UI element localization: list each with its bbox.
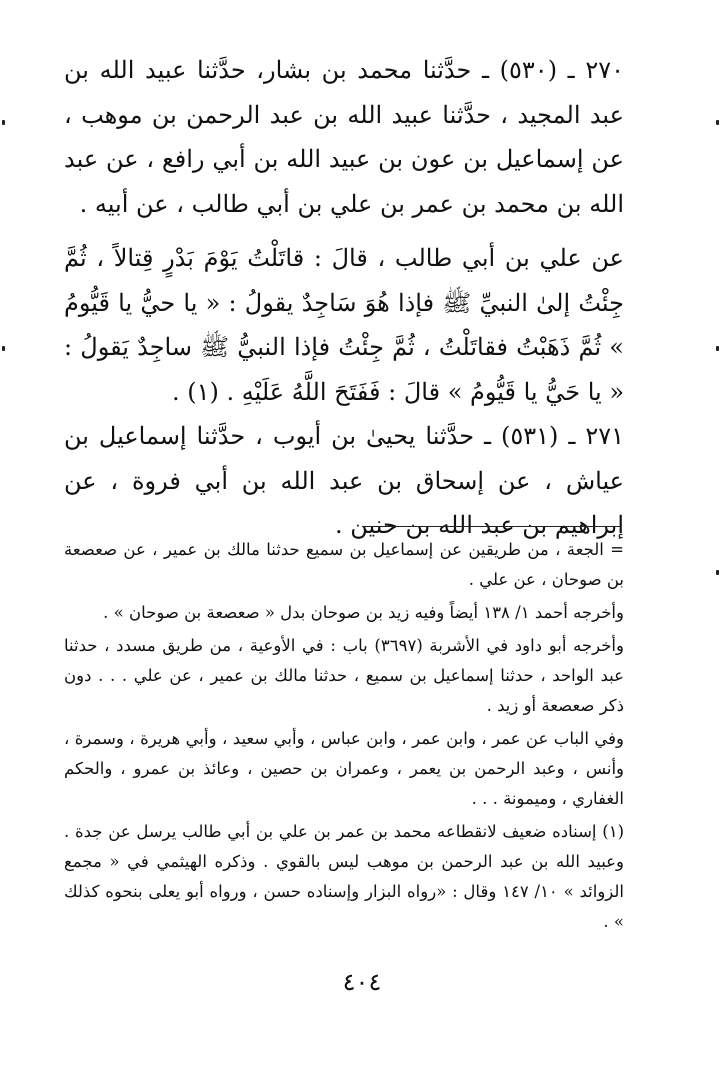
footnote-ahmad: وأخرجه أحمد ١/ ١٣٨ أيضاً وفيه زيد بن صوحان بدل « صعصعة بن صوحان » . xyxy=(103,603,624,622)
hadith-270-matn: عن علي بن أبي طالب ، قالَ : قاتَلْتُ يَوْمَ بَدْرٍ قِتالاً ، ثُمَّ جِئْتُ إلىٰ النبيِّ ﷺ فإذا هُوَ سَاجِدٌ يقولُ : « يا حيُّ يا قَيُّومُ » ثُمَّ ذَهَبْتُ فقاتَلْتُ ، ثُمَّ جِئْتُ فإذا النبيُّ ﷺ ساجِدٌ يَقولُ : « يا حَيُّ يا قَيُّومُ » قالَ : فَفَتَحَ اللَّهُ عَلَيْهِ . (١) . xyxy=(64,244,624,406)
scan-speck xyxy=(716,120,719,125)
footnote-bab: وفي الباب عن عمر ، وابن عمر ، وابن عباس ، وأبي سعيد ، وأبي هريرة ، وسمرة ، وأنس ، وعبد الرحمن بن يعمر ، وعمران بن حصين ، وعائذ بن عمرو ، والحكم الغفاري ، وميمونة . . . xyxy=(64,729,624,808)
scan-speck xyxy=(716,570,719,575)
footnote-abu-dawud: وأخرجه أبو داود في الأشربة (٣٦٩٧) باب : في الأوعية ، من طريق مسدد ، حدثنا عبد الواحد ، حدثنا إسماعيل بن سميع ، حدثنا مالك بن عمير ، عن علي . . . دون ذكر صعصعة أو زيد . xyxy=(64,636,624,715)
footnote-continuation: = الجعة ، من طريقين عن إسماعيل بن سميع حدثنا مالك بن عمير ، عن صعصعة بن صوحان ، عن علي . xyxy=(64,540,624,589)
hadith-270-isnad: ٢٧٠ ـ (٥٣٠) ـ حدَّثنا محمد بن بشار، حدَّثنا عبيد الله بن عبد المجيد ، حدَّثنا عبيد الله بن عبد الرحمن بن موهب ، عن إسماعيل بن عون بن عبيد الله بن أبي رافع ، عن عبد الله بن محمد بن عمر بن علي بن أبي طالب ، عن أبيه . xyxy=(64,56,625,218)
footnote-1: (١) إسناده ضعيف لانقطاعه محمد بن عمر بن علي بن أبي طالب يرسل عن جدة . وعبيد الله بن عبد الرحمن بن موهب ليس بالقوي . وذكره الهيثمي في « مجمع الزوائد » ١٠/ ١٤٧ وقال : «رواه البزار وإسناده حسن ، ورواه أبو يعلى بنحوه كذلك » . xyxy=(64,822,625,931)
main-text xyxy=(64,48,624,548)
page-number: ٤٠٤ xyxy=(342,968,382,996)
hadith-271-isnad: ٢٧١ ـ (٥٣١) ـ حدَّثنا يحيىٰ بن أيوب ، حدَّثنا إسماعيل بن عياش ، عن إسحاق بن عبد الله بن أبي فروة ، عن إبراهيم بن عبد الله بن حنين . xyxy=(64,422,625,539)
scan-speck xyxy=(2,120,5,125)
footnote-divider xyxy=(362,526,620,527)
scan-speck xyxy=(716,346,719,351)
scan-speck xyxy=(2,346,5,351)
footnotes xyxy=(64,535,624,940)
